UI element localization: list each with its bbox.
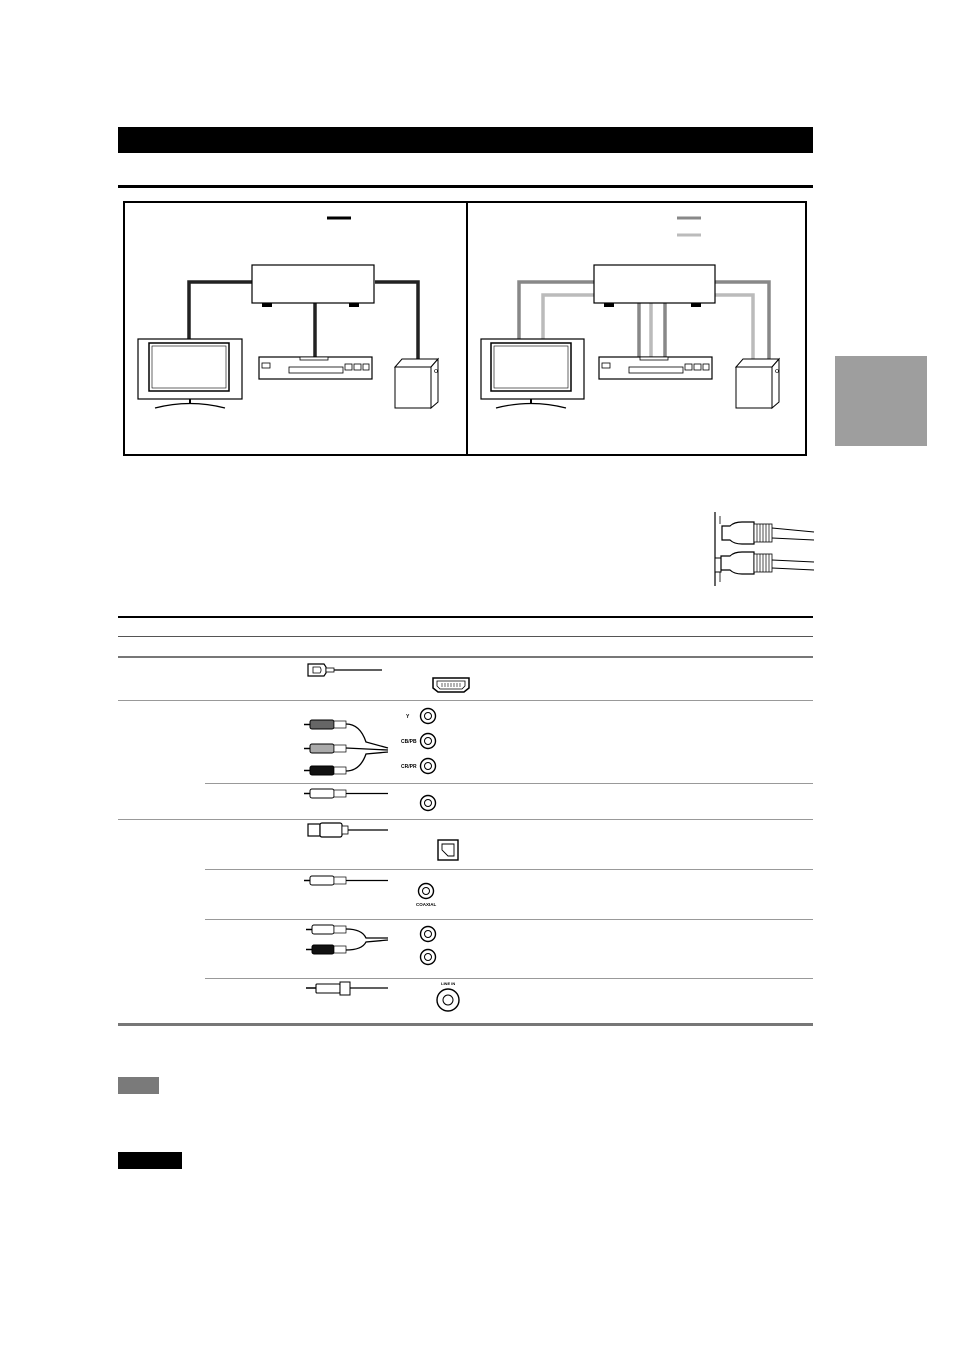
coaxial-jack-icon xyxy=(416,884,437,908)
cable-receiver-to-box xyxy=(375,282,418,359)
coaxial-cable-icon xyxy=(304,876,388,885)
left-panel-hdmi xyxy=(138,218,438,408)
component-jacks-icon xyxy=(401,709,436,774)
receiver-device xyxy=(252,265,374,303)
table-header-bottom-rule xyxy=(118,656,813,658)
table-row-divider xyxy=(205,869,813,870)
composite-jack-icon xyxy=(421,796,436,811)
mini-plug-cable-icon xyxy=(306,982,388,995)
table-top-rule xyxy=(118,616,813,618)
right-panel-separate xyxy=(481,218,779,408)
analog-audio-jacks-icon xyxy=(421,927,436,965)
table-header-rule xyxy=(118,636,813,637)
table-bottom-rule xyxy=(118,1023,813,1026)
optical-jack-icon xyxy=(438,840,458,860)
jack-label-cb: CB/PB xyxy=(401,739,417,745)
table-row-divider xyxy=(205,919,813,920)
table-row-divider xyxy=(205,978,813,979)
connection-diagram xyxy=(123,201,807,456)
subsection-rule xyxy=(118,185,813,188)
connection-diagram-svg xyxy=(125,203,809,458)
box-device xyxy=(395,359,438,408)
jack-label-coaxial: COAXIAL xyxy=(416,902,437,907)
component-cable-icon xyxy=(304,720,388,775)
note-label-box xyxy=(118,1077,159,1094)
tv-device xyxy=(138,339,242,408)
plug-insertion-figure xyxy=(700,508,820,592)
caution-label-box xyxy=(118,1152,182,1169)
section-title-bar xyxy=(118,127,813,153)
hdmi-jack-icon xyxy=(433,678,469,692)
hdmi-cable-icon xyxy=(308,664,382,676)
composite-cable-icon xyxy=(304,789,388,798)
cable-receiver-to-tv xyxy=(189,282,252,340)
table-row-divider xyxy=(205,783,813,784)
jack-label-cr: CR/PR xyxy=(401,764,417,770)
jack-label-y: Y xyxy=(406,714,410,720)
optical-cable-icon xyxy=(308,823,388,837)
line-in-jack-icon xyxy=(437,981,459,1011)
analog-audio-cable-icon xyxy=(306,925,388,954)
chapter-side-tab xyxy=(835,356,927,446)
player-device xyxy=(259,357,372,379)
cable-jack-illustrations xyxy=(300,660,500,1020)
jack-label-line-in: LINE IN xyxy=(441,981,456,986)
